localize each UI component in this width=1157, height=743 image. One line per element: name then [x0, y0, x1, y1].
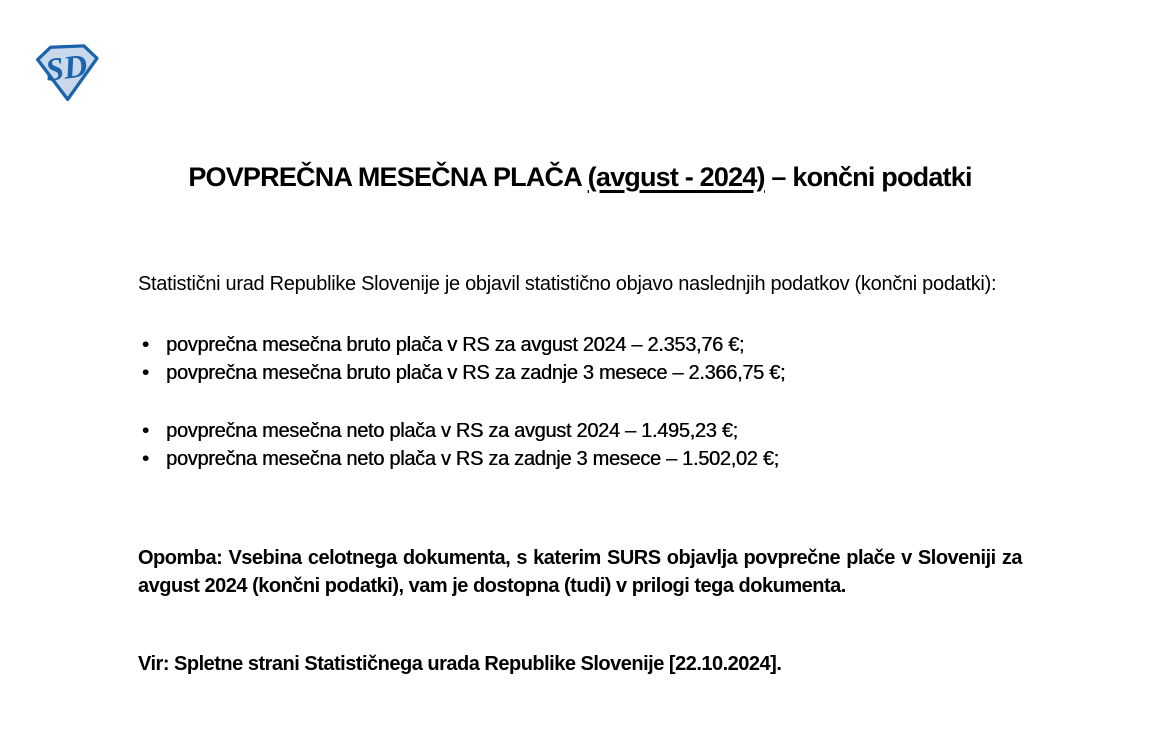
list-item-bruto-3months: • povprečna mesečna bruto plača v RS za zadnje 3 mesece – 2.366,75 €;: [138, 359, 1022, 387]
list-item-bruto-august: • povprečna mesečna bruto plača v RS za avgust 2024 – 2.353,76 €;: [138, 331, 1022, 359]
page-title-suffix: – končni podatki: [764, 162, 972, 192]
neto-salary-list: [138, 417, 1022, 473]
source-line: Vir: Spletne strani Statističnega urada Republike Slovenije [22.10.2024].: [138, 653, 782, 675]
intro-paragraph: Statistični urad Republike Slovenije je objavil statistično objavo naslednjih podatkov (končni podatki):: [138, 273, 997, 295]
page-title: [138, 162, 1022, 193]
bruto-salary-list: [138, 331, 1022, 387]
note-paragraph: Opomba: Vsebina celotnega dokumenta, s katerim SURS objavlja povprečne plače v Sloveniji za avgust 2024 (končni podatki), vam je dostopna (tudi) v prilogi tega dokumenta.: [138, 547, 1022, 597]
sd-shield-icon: [34, 42, 100, 102]
svg-text:SD: SD: [43, 48, 90, 89]
page-title-underlined-period: (avgust - 2024): [587, 162, 765, 192]
list-item-neto-august: • povprečna mesečna neto plača v RS za avgust 2024 – 1.495,23 €;: [138, 417, 1022, 445]
list-item-neto-3months: • povprečna mesečna neto plača v RS za zadnje 3 mesece – 1.502,02 €;: [138, 445, 1022, 473]
page-title-prefix: POVPREČNA MESEČNA PLAČA: [188, 162, 588, 192]
sd-shield-logo: [34, 42, 100, 102]
